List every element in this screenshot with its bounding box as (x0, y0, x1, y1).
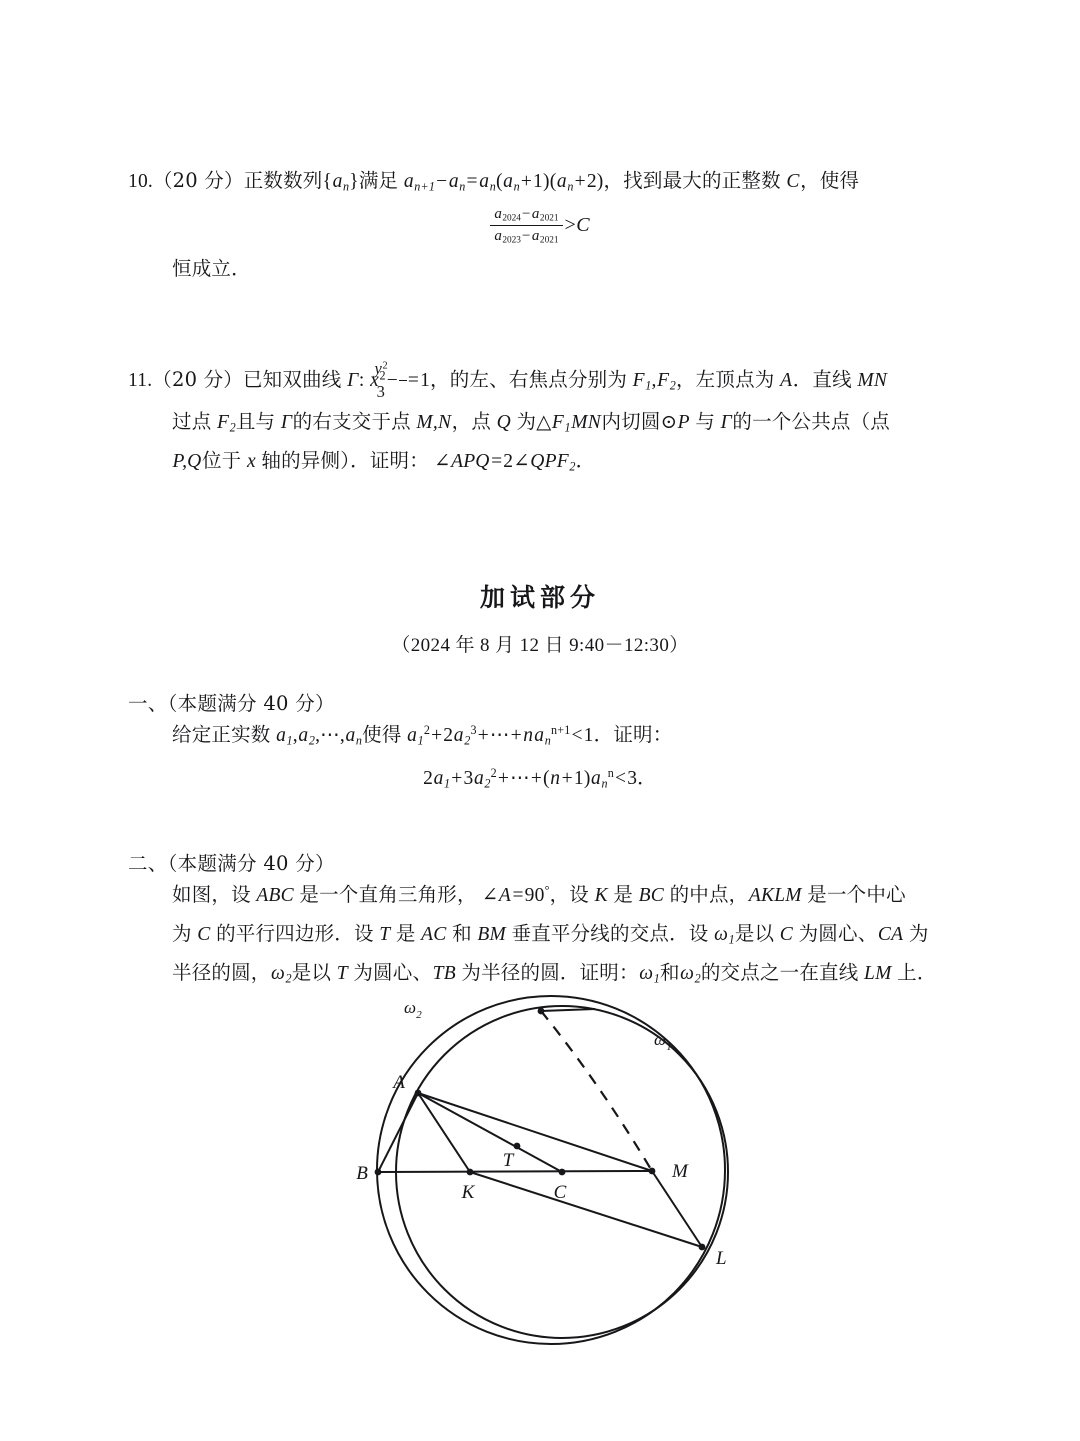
problem-10-text-c: 找到最大的正整数 (623, 169, 781, 192)
extra-section-header (128, 578, 952, 657)
p11-l2-gamma: Γ (280, 412, 293, 434)
p11-l2-F1: F (551, 412, 565, 434)
p11-l2-h: 的一个公共点（点 (732, 410, 890, 434)
point-L-dot (699, 1244, 706, 1251)
label-A: A (393, 1072, 405, 1093)
p2-l3-e: 和 (659, 961, 680, 985)
p2-l2-h: 为 (908, 922, 929, 946)
seq-brace-close: } (349, 171, 359, 192)
segment-BC: BC (638, 885, 664, 906)
p2-l1-e: 的中点， (669, 883, 749, 906)
problem-11 (128, 360, 952, 481)
part-two-line-1 (128, 876, 952, 915)
rec-p1-open: ( (495, 171, 503, 192)
p1-eq-period: ． (637, 766, 657, 790)
problem-11-points: （20 分） (152, 368, 243, 392)
part-one (128, 688, 952, 798)
eq-x: x (370, 370, 379, 392)
p2-l2-d: 和 (452, 922, 472, 946)
part-one-display-equation (128, 759, 952, 798)
p11-l3-equals: = (491, 451, 503, 473)
p2-l2-f: 是以 (734, 922, 775, 946)
seq-a: a (332, 171, 343, 192)
p1-plus-2: + (477, 725, 489, 746)
part-one-statement (128, 716, 952, 755)
p1-t1-sub: 1 (417, 733, 424, 748)
p1-ellipsis-2: ⋯ (489, 725, 510, 746)
p1-one: 1 (583, 725, 594, 746)
den-minus: − (521, 227, 531, 244)
segment-AC: AC (421, 924, 447, 946)
p2-l1-equals: = (512, 885, 524, 906)
p2-angle-A: A (498, 885, 511, 906)
p2-l1-f: 是一个中心 (807, 883, 906, 906)
focus-F2-sub: 2 (669, 378, 676, 393)
p1-t1-a: a (407, 725, 418, 746)
problem-10-display-equation (128, 206, 952, 247)
p2-l1-a: 如图，设 (172, 883, 251, 906)
y-squared-over-3 (374, 359, 407, 402)
label-omega2: ω (403, 998, 417, 1017)
den-a1: a (494, 227, 502, 244)
p11-l3-two: 2 (503, 451, 514, 473)
p2-l3-f: 的交点之一在直线 (700, 961, 859, 985)
triangle-ABC: ABC (256, 885, 294, 906)
p1-comma-1: , (292, 725, 298, 746)
problem-10-text-d: 使得 (819, 169, 860, 192)
segment-A-B (378, 1093, 418, 1172)
problem-10-var-C: C (786, 171, 800, 192)
problem-11-dot: . (147, 370, 153, 392)
rec-lhs-a: a (403, 171, 414, 192)
segment-B-M (378, 1171, 652, 1172)
p11-comma1: ， (430, 368, 450, 392)
p1-t2-coef: 2 (443, 725, 454, 746)
part-one-heading: 一、（本题满分 40 分） (128, 692, 335, 715)
problem-10-always-holds: 恒成立． (172, 257, 251, 280)
focus-F2: F (657, 370, 670, 392)
p1-an: a (345, 725, 356, 746)
num-a2: a (531, 206, 540, 222)
p1-eq-t3-pow: n (607, 766, 614, 781)
incircle-P: P (677, 412, 690, 434)
p11-comma2: ， (675, 368, 696, 392)
p2-l1-90: 90 (524, 885, 545, 906)
p2-l1-c: ，设 (549, 883, 590, 906)
point-M-dot (649, 1168, 656, 1175)
label-K: K (461, 1182, 475, 1203)
p11-l2-F2: F (216, 412, 230, 434)
p1-t2-a: a (453, 725, 464, 746)
rec-p1-plus: + (520, 171, 533, 192)
problem-10-statement (128, 162, 952, 201)
angle-APQ: APQ (451, 451, 490, 473)
p1-t3-sub: n (544, 733, 551, 748)
point-K-dot (467, 1169, 474, 1176)
p2-l3-omega-1: ω (639, 963, 654, 985)
p2-l2-C2: C (779, 924, 794, 946)
rec-p1-a-sub: n (513, 179, 520, 194)
p2-l2-c: 是 (395, 922, 416, 946)
problem-10-tail (128, 250, 952, 288)
label-omega1-sub: 1 (666, 1041, 672, 1053)
p11-l2-e: 为 (516, 410, 537, 434)
rec-rhs-a-sub: n (489, 179, 496, 194)
p11-l2-a: 过点 (172, 410, 212, 434)
label-C: C (553, 1182, 567, 1203)
focus-F1-sub: 1 (645, 378, 652, 393)
p1-ellipsis: ⋯ (320, 725, 340, 746)
eq-y-pow: 2 (382, 360, 388, 372)
eq-equals: = (407, 370, 420, 392)
hyperbola-gamma: Γ (347, 370, 359, 392)
p2-l2-b: 的平行四边形．设 (216, 922, 374, 946)
eq-y: y (374, 359, 382, 378)
point-B-dot (375, 1169, 382, 1176)
point-T-dot (514, 1143, 521, 1150)
den-a1-sub: 2023 (502, 235, 521, 246)
rec-lhs-a-sub: n+1 (414, 179, 436, 194)
p11-l3-b: 轴的异侧）．证明： (261, 449, 429, 473)
p1-eq-plus-2: + (497, 768, 510, 790)
p11-l3-a: 位于 (201, 449, 242, 473)
radius-TB: TB (432, 963, 456, 985)
line-LM: LM (864, 963, 892, 985)
p1-eq-t3-a: a (591, 768, 601, 790)
p2-l3-d: 为半径的圆．证明： (461, 961, 639, 985)
p2-l3-g: 上． (897, 961, 937, 985)
angle-QPF2-sub: 2 (569, 459, 576, 474)
point-X-dot (538, 1008, 545, 1015)
p11-l2-F1-sub: 1 (564, 420, 571, 435)
p2-l3-omega-1-sub: 1 (653, 971, 660, 986)
fraction-numerator (490, 205, 563, 225)
p11-l3-period: ． (575, 449, 596, 473)
midpoint-K: K (594, 885, 608, 906)
fraction-denominator (490, 225, 563, 246)
p1-text-a: 给定正实数 (172, 723, 271, 746)
rec-p2-open: ( (549, 171, 557, 192)
segment-A-K (418, 1093, 470, 1172)
p2-point-T: T (379, 924, 391, 946)
rec-rhs-a: a (479, 171, 490, 192)
rec-minus: − (436, 171, 448, 192)
p1-text-c: 证明： (613, 723, 673, 746)
p1-a2: a (298, 725, 309, 746)
triangle-symbol: △ (536, 412, 552, 434)
focus-comma: , (651, 370, 657, 392)
segment-M-L (652, 1171, 702, 1247)
p11-l2-points-MN: M,N (416, 412, 452, 434)
label-B: B (356, 1163, 368, 1184)
p1-plus-1: + (431, 725, 443, 746)
extra-section-title: 加试部分 (479, 583, 600, 612)
problem-11-line-2 (128, 403, 952, 442)
p1-eq-ellipsis: ⋯ (510, 768, 530, 790)
rec-equals: = (466, 171, 478, 192)
part-two-heading: 二、（本题满分 40 分） (128, 852, 335, 875)
p1-less-than: < (571, 725, 583, 746)
top-chord (541, 1009, 595, 1011)
rhs-C: C (576, 213, 590, 236)
p11-period1: ． (792, 368, 813, 392)
p1-eq-plus-1: + (451, 768, 463, 790)
label-M: M (672, 1161, 688, 1182)
problem-11-text-b: 的左、右焦点分别为 (449, 368, 628, 392)
p2-l3-omega-2-sub: 2 (285, 971, 292, 986)
eq-minus: − (386, 370, 398, 392)
point-Q: Q (496, 412, 511, 434)
rec-p1-a: a (503, 171, 514, 192)
label-omega2-sub: 2 (416, 1009, 422, 1021)
p1-eq-t1-coef: 2 (423, 768, 434, 790)
problem-11-number: 11 (128, 370, 148, 392)
eq-denominator-3: 3 (399, 380, 407, 403)
eq-one: 1 (420, 370, 431, 392)
p11-l2-comma: ， (451, 410, 472, 434)
label-T: T (502, 1150, 514, 1171)
p2-l1-b: 是一个直角三角形， (299, 883, 477, 906)
geometry-figure (330, 985, 760, 1385)
p2-l2-a: 为 (172, 922, 192, 946)
problem-10-text-b: 满足 (358, 169, 399, 192)
problem-11-text-c: 左顶点为 (695, 368, 775, 392)
extra-section-date: （2024 年 8 月 12 日 9:40－12:30） (391, 635, 689, 656)
p1-comma-2: , (315, 725, 321, 746)
p11-l2-g: 与 (695, 410, 716, 434)
part-two-line-2 (128, 915, 952, 954)
p11-l2-F2-sub: 2 (229, 420, 236, 435)
problem-10-text-a: 正数数列 (243, 169, 323, 192)
rec-comma: ， (603, 169, 624, 192)
dashed-segment-X-M (541, 1011, 652, 1171)
p1-comma-3: , (339, 725, 345, 746)
angle-symbol-1: ∠ (434, 451, 451, 473)
p2-l3-omega-2b: ω (680, 963, 695, 985)
problem-10-points: （20 分） (152, 169, 244, 192)
problem-10 (128, 162, 952, 201)
p1-eq-less-than: < (614, 768, 627, 790)
parallelogram-AKLM: AKLM (748, 885, 802, 906)
rec-p2-a: a (556, 171, 567, 192)
problem-11-line-3 (128, 442, 952, 481)
gamma-colon: : (358, 370, 365, 392)
odot-symbol: ⊙ (660, 412, 678, 434)
num-a1-sub: 2024 (502, 213, 521, 224)
p1-an-sub: n (355, 733, 363, 748)
seq-brace-open: { (322, 171, 333, 192)
radius-CA: CA (877, 924, 904, 946)
p2-l3-b: 是以 (291, 961, 332, 985)
line-MN: MN (857, 370, 888, 392)
problem-11-text-d: 直线 (812, 368, 852, 392)
problem-10-comma2: ， (800, 169, 820, 192)
rec-p1-one: 1 (533, 171, 543, 192)
greater-than-sign: > (564, 213, 576, 236)
p11-l3-PQ: P,Q (172, 451, 202, 473)
point-A-dot (415, 1090, 422, 1097)
p2-l3-a: 半径的圆， (172, 961, 271, 985)
p11-l2-b: 且与 (235, 410, 276, 434)
p1-a1-sub: 1 (286, 733, 293, 748)
segment-BM: BM (477, 924, 506, 946)
p1-eq-t2-coef: 3 (463, 768, 474, 790)
p2-l3-c: 为圆心、 (353, 961, 433, 985)
rec-p2-close: ) (596, 171, 604, 192)
p11-l2-c: 的右支交于点 (292, 410, 411, 434)
p1-eq-t2-sub: 2 (484, 776, 491, 791)
den-a2: a (531, 227, 540, 244)
problem-10-number: 10 (128, 171, 148, 192)
p11-l2-d: 点 (471, 410, 492, 434)
point-C-dot (559, 1169, 566, 1176)
problem-11-line-1 (128, 360, 952, 403)
num-a1: a (494, 206, 502, 222)
p1-eq-t1-sub: 1 (444, 776, 451, 791)
p1-t3-pow: n+1 (550, 723, 571, 738)
p1-eq-n: n (550, 768, 561, 790)
p11-l2-gamma2: Γ (720, 412, 732, 434)
seq-a-sub: n (343, 179, 350, 194)
p1-t1-pow: 2 (423, 723, 431, 738)
rec-p1-close: ) (543, 171, 550, 192)
p1-text-b: 使得 (362, 723, 402, 746)
problem-11-text-a: 已知双曲线 (242, 368, 342, 392)
p1-a2-sub: 2 (308, 733, 316, 748)
p11-l3-x: x (246, 451, 256, 473)
p1-t3-coef: n (523, 725, 534, 746)
p1-plus-3: + (510, 725, 522, 746)
p1-eq-t2-pow: 2 (490, 766, 497, 781)
segment-A-C (418, 1093, 562, 1172)
rec-p2-plus: + (574, 171, 586, 192)
p1-t2-pow: 3 (470, 723, 477, 738)
eq-x-pow: 2 (379, 368, 386, 383)
ratio-fraction (490, 205, 563, 246)
p1-eq-t3-sub: n (601, 776, 608, 791)
num-a2-sub: 2021 (539, 213, 559, 224)
p2-l1-d: 是 (613, 883, 634, 906)
geometry-figure-svg (330, 985, 760, 1385)
label-L: L (716, 1248, 727, 1269)
p1-eq-three: 3 (627, 768, 638, 790)
p2-omega-1: ω (714, 924, 729, 946)
rec-lhs-b: a (448, 171, 459, 192)
p1-t2-sub: 2 (464, 733, 471, 748)
segment-A-M (418, 1093, 652, 1171)
p1-a1: a (276, 725, 287, 746)
p2-l3-omega-2: ω (271, 963, 285, 985)
p1-eq-t2-a: a (473, 768, 484, 790)
degree-sign: ° (544, 883, 550, 898)
p1-eq-plus-3: + (530, 768, 543, 790)
problem-10-dot: . (147, 171, 153, 192)
p1-eq-t1-a: a (433, 768, 444, 790)
p2-l3-omega-2b-sub: 2 (694, 971, 701, 986)
focus-F1: F (632, 370, 645, 392)
p11-l2-MN2: MN (571, 412, 601, 434)
p1-eq-n-plus: + (561, 768, 573, 790)
p1-eq-n-one: 1 (573, 768, 584, 790)
rec-p2-a-sub: n (567, 179, 574, 194)
den-a2-sub: 2021 (539, 235, 559, 246)
p11-l2-f: 内切圆 (601, 410, 661, 434)
p1-eq-paren-close: ) (583, 768, 591, 790)
label-omega1: ω (653, 1030, 667, 1049)
num-minus: − (521, 206, 531, 222)
p2-l3-T: T (336, 963, 348, 985)
rec-p2-two: 2 (586, 171, 597, 192)
p1-period: ． (593, 723, 614, 746)
p1-eq-paren-open: ( (543, 768, 550, 790)
vertex-A: A (780, 370, 793, 392)
p2-center-C: C (197, 924, 211, 946)
angle-symbol-2: ∠ (513, 451, 530, 473)
segment-K-L (470, 1172, 702, 1247)
rec-lhs-b-sub: n (459, 179, 466, 194)
p2-l2-e: 垂直平分线的交点．设 (511, 922, 709, 946)
y2-numerator (374, 359, 407, 380)
p2-l2-g: 为圆心、 (798, 922, 878, 946)
p1-t3-a: a (534, 725, 545, 746)
p2-angle-symbol: ∠ (481, 885, 499, 906)
angle-QPF2: QPF (530, 451, 569, 473)
p2-omega-1-sub: 1 (728, 932, 735, 947)
part-two (128, 848, 952, 993)
